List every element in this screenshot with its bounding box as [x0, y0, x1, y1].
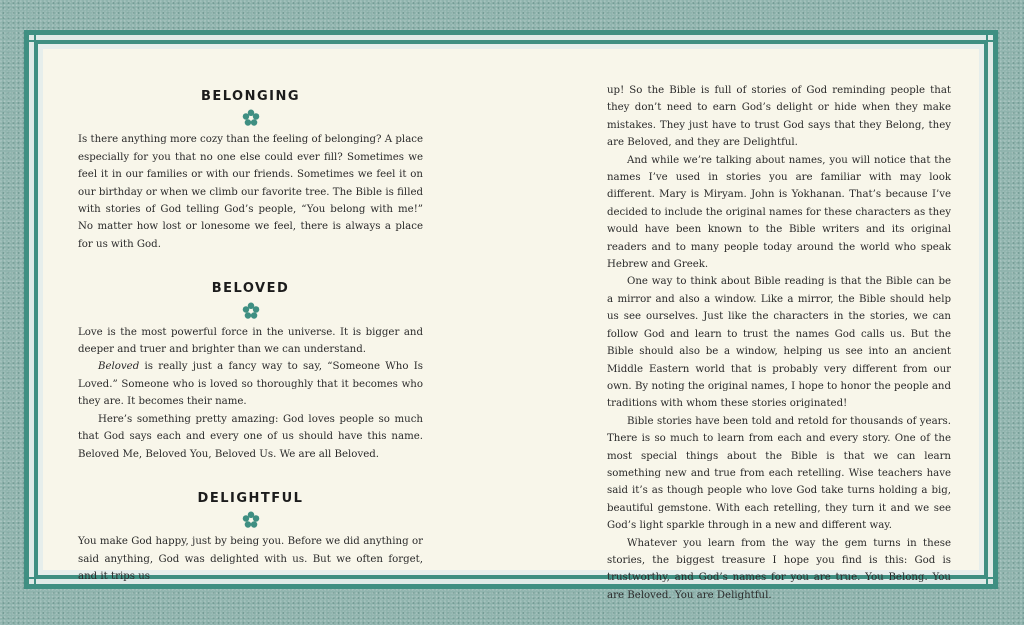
paragraph: Whatever you learn from the way the gem turns in these stories, the biggest treasure I hope you find is this: God is trustworthy, and God’s names for you are true. You Belong. You are Beloved. You are Delightful. — [607, 537, 951, 601]
paragraph: One way to think about Bible reading is that the Bible can be a mirror and also a window. Like a mirror, the Bible should help us see ourselves. Just like the characters in the stories, we can follow God and learn to trust the names God calls us. But the Bible should also be a window, helping us see into an ancient Middle Eastern world that is probably very different from our own. By noting the original names, I hope to honor the people and traditions with whom these stories originated! — [607, 276, 951, 410]
paragraph: Love is the most powerful force in the universe. It is bigger and deeper and truer and brighter than we can understand. — [78, 326, 423, 356]
flower-icon — [242, 109, 260, 127]
italic-word: Beloved — [98, 361, 140, 373]
section-heading-belonging: BELONGING — [200, 89, 301, 104]
paragraph: Is there anything more cozy than the feeling of belonging? A place especially for you that no one else could ever fill? Sometimes we feel it in our families or with our friends. Sometimes we feel it on our birthday or when we climb our favorite tree. The Bible is filled with stories of God telling God’s people, “You belong with me!” No matter how lost or lonesome we feel, there is always a place for us with God. — [78, 134, 423, 250]
page-spread — [35, 41, 987, 601]
section-heading-beloved: BELOVED — [211, 281, 290, 297]
page-frame — [24, 30, 998, 601]
left-page — [78, 88, 423, 586]
paragraph: And while we’re talking about names, you will notice that the names I’ve used in stories you are familiar with may look different. Mary is Miryam. John is Yokhanan. That’s because I’ve decided to include the original names for these characters as they would have been known to the Bible writers and its original readers and to many people today around the world who speak Hebrew and Greek. — [607, 154, 951, 271]
paragraph: up! So the Bible is full of stories of God reminding people that they don’t need to earn God’s delight or hide when they make mistakes. They just have to trust God says that they Belong, they are Beloved, and they are Delightful. — [607, 85, 951, 149]
flower-icon — [242, 302, 260, 320]
flower-icon — [242, 511, 260, 529]
paragraph: You make God happy, just by being you. Before we did anything or said anything, God was delighted with us. But we often forget, and it trips us — [78, 536, 423, 583]
paragraph: Here’s something pretty amazing: God loves people so much that God says each and every one of us should have this name. Beloved Me, Beloved You, Beloved Us. We are all Beloved. — [78, 413, 423, 460]
paragraph — [78, 358, 423, 410]
paragraph-text: is really just a fancy way to say, “Someone Who Is Loved.” Someone who is loved so thoroughly that it becomes who they are. It becomes their name. — [78, 361, 423, 408]
paragraph: Bible stories have been told and retold for thousands of years. There is so much to learn from each and every story. One of the most special things about the Bible is that we can learn something new and true from each retelling. Wise teachers have said it’s as though people who love God take turns holding a big, beautiful gemstone. With each retelling, they turn it and we see God’s light sparkle through in a new and different way. — [607, 415, 951, 532]
right-page — [607, 82, 951, 604]
section-heading-delightful: DELIGHTFUL — [197, 490, 304, 506]
